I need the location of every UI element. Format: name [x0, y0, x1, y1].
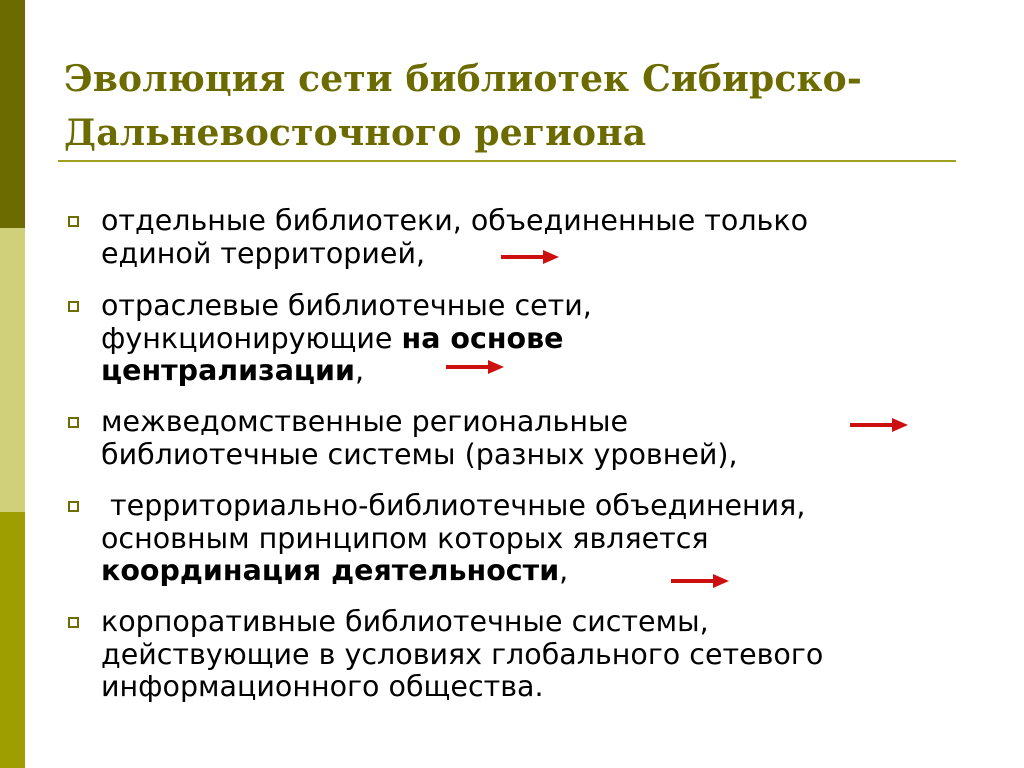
bullet-5-line-2: действующие в условиях глобального сетевого — [101, 637, 824, 671]
right-arrow-icon — [850, 418, 908, 432]
right-arrow-icon — [671, 574, 729, 588]
bullet-4-line-2: основным принципом которых является — [101, 521, 709, 555]
bullet-item-3 — [68, 406, 968, 476]
bullet-2-line-3 — [101, 355, 364, 388]
bullet-2-line-3-bold: централизации — [101, 354, 355, 387]
bullet-4-line-3 — [101, 555, 568, 588]
bullet-2-line-1: отраслевые библиотечные сети, — [101, 289, 592, 322]
bullet-4-line-3-plain: , — [559, 554, 569, 587]
bullet-5-line-1: корпоративные библиотечные системы, — [101, 605, 709, 638]
title-line-2: Дальневосточного региона — [64, 112, 647, 154]
bullet-1-line-1: отдельные библиотеки, объединенные только — [101, 204, 809, 237]
bullet-item-1 — [68, 205, 968, 275]
bullet-1-line-2: единой территорией, — [101, 236, 426, 270]
bullet-4-line-3-bold: координация деятельности — [101, 554, 560, 587]
hollow-square-bullet-icon — [68, 501, 79, 512]
hollow-square-bullet-icon — [68, 301, 79, 312]
bullet-3-line-2: библиотечные системы (разных уровней), — [101, 437, 738, 471]
hollow-square-bullet-icon — [68, 417, 79, 428]
bullet-item-4 — [68, 490, 968, 590]
right-arrow-icon — [501, 250, 559, 264]
bullet-2-line-2-bold: на основе — [401, 321, 564, 355]
bullet-2-line-3-plain: , — [355, 354, 365, 387]
bullet-5-line-3: информационного общества. — [101, 670, 544, 703]
hollow-square-bullet-icon — [68, 617, 79, 628]
hollow-square-bullet-icon — [68, 216, 79, 227]
bullet-item-5 — [68, 606, 968, 706]
bullet-4-line-1: территориально-библиотечные объединения, — [101, 489, 806, 522]
bullet-2-line-2-plain: функционирующие — [101, 321, 402, 355]
right-arrow-icon — [446, 360, 504, 374]
bullet-3-line-1: межведомственные региональные — [101, 405, 628, 438]
bullet-2-line-2 — [101, 323, 563, 356]
title-line-1: Эволюция сети библиотек Сибирско- — [64, 58, 863, 100]
bullet-item-2 — [68, 290, 968, 390]
